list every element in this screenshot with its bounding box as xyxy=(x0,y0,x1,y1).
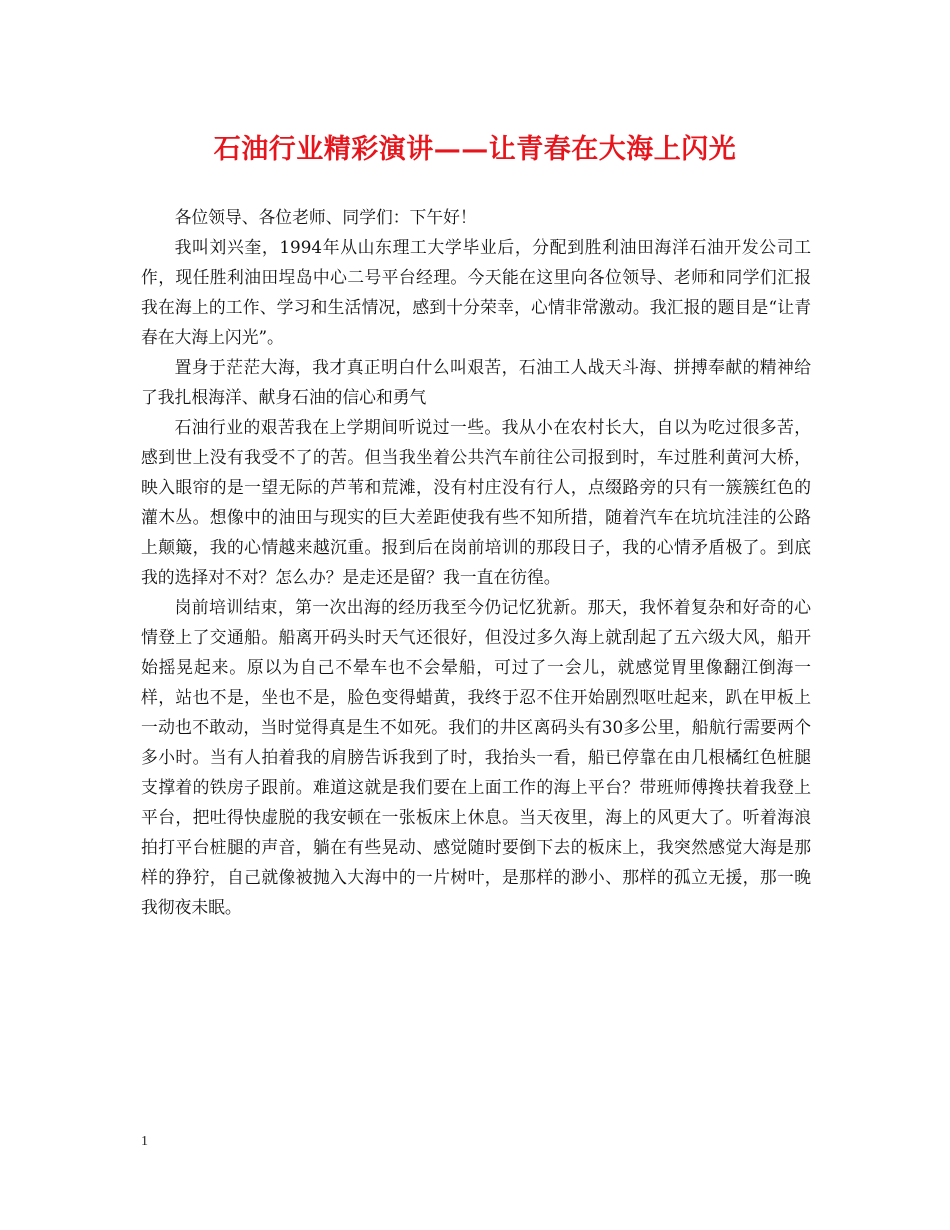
paragraph-first-voyage: 岗前培训结束，第一次出海的经历我至今仍记忆犹新。那天，我怀着复杂和好奇的心情登上了交通船。船离开码头时天气还很好，但没过多久海上就刮起了五六级大风，船开始摇晃起来。原以为自己不晕车也不会晕船，可过了一会儿，就感觉胃里像翻江倒海一样，站也不是，坐也不是，脸色变得蜡黄，我终于忍不住开始剧烈呕吐起来，趴在甲板上一动也不敢动，当时觉得真是生不如死。我们的井区离码头有30多公里，船航行需要两个多小时。当有人拍着我的肩膀告诉我到了时，我抬头一看，船已停靠在由几根橘红色桩腿支撑着的铁房子跟前。难道这就是我们要在上面工作的海上平台？带班师傅搀扶着我登上平台，把吐得快虚脱的我安顿在一张板床上休息。当天夜里，海上的风更大了。听着海浪拍打平台桩腿的声音，躺在有些晃动、感觉随时要倒下去的板床上，我突然感觉大海是那样的狰狞，自己就像被抛入大海中的一片树叶，是那样的渺小、那样的孤立无援，那一晚我彻夜未眠。 xyxy=(141,597,811,917)
paragraph-hardship: 石油行业的艰苦我在上学期间听说过一些。我从小在农村长大，自以为吃过很多苦，感到世上没有我受不了的苦。但当我坐着公共汽车前往公司报到时，车过胜利黄河大桥，映入眼帘的是一望无际的芦苇和荒滩，没有村庄没有行人，点缀路旁的只有一簇簇红色的灌木丛。想像中的油田与现实的巨大差距使我有些不知所措，随着汽车在坑坑洼洼的公路上颠簸，我的心情越来越沉重。报到后在岗前培训的那段日子，我的心情矛盾极了。到底我的选择对不对？怎么办？是走还是留？我一直在彷徨。 xyxy=(141,417,811,587)
paragraph-greeting: 各位领导、各位老师、同学们：下午好！ xyxy=(174,207,477,227)
document-title: 石油行业精彩演讲——让青春在大海上闪光 xyxy=(213,134,737,165)
paragraph-theme: 置身于茫茫大海，我才真正明白什么叫艰苦，石油工人战天斗海、拼搏奉献的精神给了我扎根海洋、献身石油的信心和勇气 xyxy=(141,357,811,407)
document-body xyxy=(141,202,811,922)
page-number: 1 xyxy=(141,1134,148,1149)
paragraph-introduction: 我叫刘兴奎，1994年从山东理工大学毕业后，分配到胜利油田海洋石油开发公司工作，现任胜利油田埕岛中心二号平台经理。今天能在这里向各位领导、老师和同学们汇报我在海上的工作、学习和生活情况，感到十分荣幸，心情非常激动。我汇报的题目是“让青春在大海上闪光”。 xyxy=(141,237,811,347)
